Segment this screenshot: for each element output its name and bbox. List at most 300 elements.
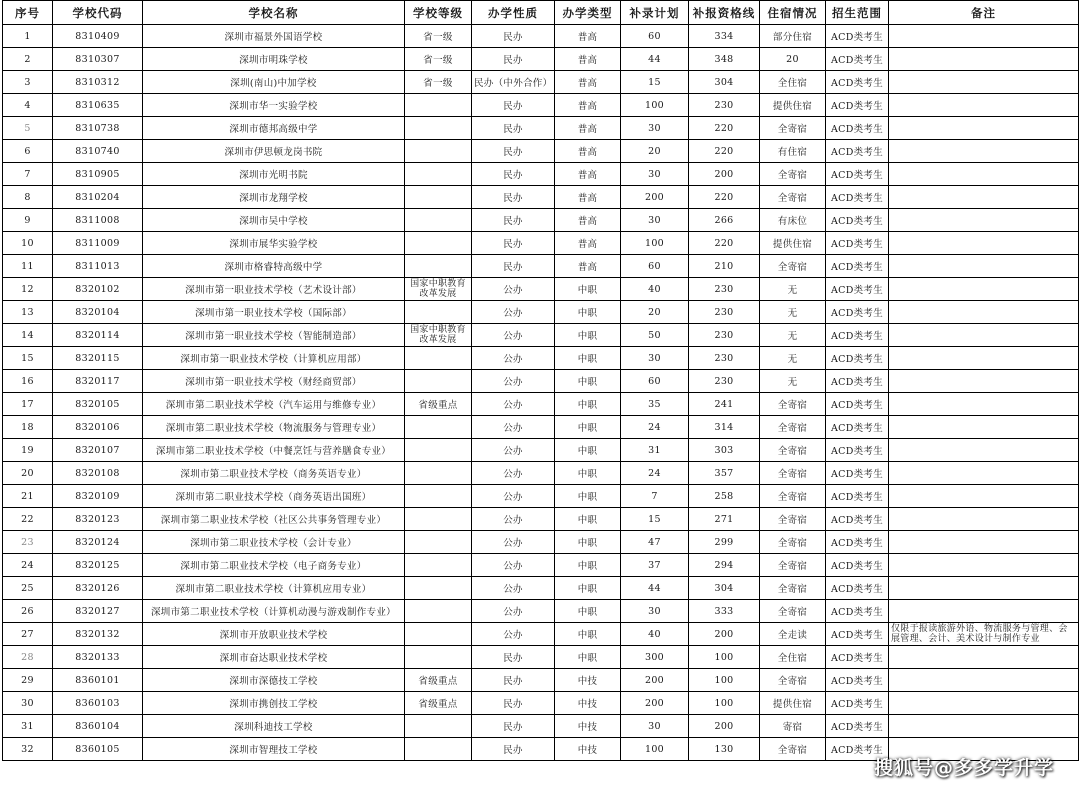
table-row [3, 117, 1079, 140]
cell-plan: 100 [621, 94, 689, 117]
cell-code: 8320115 [53, 347, 143, 370]
cell-nature: 公办 [472, 600, 555, 623]
cell-cutoff: 258 [689, 485, 760, 508]
cell-seq: 3 [3, 71, 53, 94]
cell-level [405, 531, 472, 554]
cell-level: 省级重点 [405, 692, 472, 715]
cell-name: 深圳市第一职业技术学校（计算机应用部） [143, 347, 405, 370]
cell-plan: 100 [621, 738, 689, 761]
cell-scope: ACD类考生 [826, 278, 889, 301]
cell-plan: 20 [621, 301, 689, 324]
cell-dorm: 全走读 [760, 623, 826, 646]
cell-cutoff: 230 [689, 370, 760, 393]
cell-nature: 民办 [472, 94, 555, 117]
cell-nature: 公办 [472, 393, 555, 416]
cell-type: 中职 [555, 485, 621, 508]
cell-type: 普高 [555, 117, 621, 140]
table-row [3, 554, 1079, 577]
cell-plan: 7 [621, 485, 689, 508]
cell-cutoff: 200 [689, 623, 760, 646]
cell-seq: 12 [3, 278, 53, 301]
cell-level [405, 646, 472, 669]
cell-nature: 民办 [472, 25, 555, 48]
cell-level: 省一级 [405, 48, 472, 71]
cell-plan: 200 [621, 692, 689, 715]
cell-dorm: 无 [760, 301, 826, 324]
cell-name: 深圳市第二职业技术学校（电子商务专业） [143, 554, 405, 577]
cell-cutoff: 100 [689, 692, 760, 715]
cell-type: 普高 [555, 48, 621, 71]
cell-dorm: 无 [760, 347, 826, 370]
cell-seq: 17 [3, 393, 53, 416]
cell-seq: 8 [3, 186, 53, 209]
cell-type: 普高 [555, 94, 621, 117]
cell-scope: ACD类考生 [826, 140, 889, 163]
cell-type: 中职 [555, 393, 621, 416]
cell-scope: ACD类考生 [826, 232, 889, 255]
cell-type: 普高 [555, 140, 621, 163]
cell-dorm: 全寄宿 [760, 738, 826, 761]
cell-cutoff: 230 [689, 94, 760, 117]
cell-code: 8320102 [53, 278, 143, 301]
cell-code: 8310204 [53, 186, 143, 209]
cell-scope: ACD类考生 [826, 71, 889, 94]
cell-scope: ACD类考生 [826, 600, 889, 623]
cell-note [889, 278, 1079, 301]
cell-code: 8320104 [53, 301, 143, 324]
cell-note: 仅限于报读旅游外语、物流服务与管理、会展管理、会计、美术设计与制作专业 [889, 623, 1079, 646]
cell-plan: 20 [621, 140, 689, 163]
cell-nature: 民办 [472, 646, 555, 669]
cell-note [889, 508, 1079, 531]
cell-scope: ACD类考生 [826, 577, 889, 600]
cell-scope: ACD类考生 [826, 186, 889, 209]
cell-type: 中职 [555, 577, 621, 600]
cell-note [889, 485, 1079, 508]
cell-type: 中职 [555, 508, 621, 531]
cell-scope: ACD类考生 [826, 324, 889, 347]
cell-type: 中职 [555, 370, 621, 393]
cell-code: 8360105 [53, 738, 143, 761]
cell-name: 深圳市展华实验学校 [143, 232, 405, 255]
cell-plan: 60 [621, 255, 689, 278]
column-header-plan: 补录计划 [621, 1, 689, 25]
cell-dorm: 部分住宿 [760, 25, 826, 48]
cell-dorm: 全寄宿 [760, 531, 826, 554]
cell-code: 8320105 [53, 393, 143, 416]
cell-note [889, 324, 1079, 347]
cell-name: 深圳科迪技工学校 [143, 715, 405, 738]
cell-nature: 公办 [472, 301, 555, 324]
cell-level [405, 508, 472, 531]
cell-dorm: 全寄宿 [760, 600, 826, 623]
cell-nature: 公办 [472, 416, 555, 439]
cell-level: 国家中职教育改革发展 [405, 324, 472, 347]
cell-scope: ACD类考生 [826, 554, 889, 577]
cell-seq: 32 [3, 738, 53, 761]
table-row [3, 278, 1079, 301]
cell-scope: ACD类考生 [826, 738, 889, 761]
cell-dorm: 全寄宿 [760, 186, 826, 209]
cell-type: 中技 [555, 738, 621, 761]
cell-nature: 民办 [472, 738, 555, 761]
cell-plan: 47 [621, 531, 689, 554]
cell-name: 深圳市智理技工学校 [143, 738, 405, 761]
cell-name: 深圳市第一职业技术学校（国际部） [143, 301, 405, 324]
cell-note [889, 232, 1079, 255]
cell-nature: 公办 [472, 324, 555, 347]
cell-cutoff: 299 [689, 531, 760, 554]
cell-scope: ACD类考生 [826, 508, 889, 531]
cell-name: 深圳市第二职业技术学校（商务英语专业） [143, 462, 405, 485]
cell-dorm: 全寄宿 [760, 416, 826, 439]
cell-nature: 公办 [472, 623, 555, 646]
cell-seq: 13 [3, 301, 53, 324]
cell-type: 中职 [555, 416, 621, 439]
cell-plan: 30 [621, 600, 689, 623]
cell-dorm: 寄宿 [760, 715, 826, 738]
cell-code: 8311013 [53, 255, 143, 278]
cell-note [889, 393, 1079, 416]
cell-seq: 29 [3, 669, 53, 692]
cell-note [889, 209, 1079, 232]
cell-plan: 30 [621, 117, 689, 140]
cell-type: 中技 [555, 669, 621, 692]
cell-scope: ACD类考生 [826, 94, 889, 117]
cell-type: 普高 [555, 71, 621, 94]
cell-note [889, 462, 1079, 485]
cell-cutoff: 314 [689, 416, 760, 439]
cell-name: 深圳市第二职业技术学校（中餐烹饪与营养膳食专业） [143, 439, 405, 462]
cell-code: 8320106 [53, 416, 143, 439]
cell-level [405, 600, 472, 623]
cell-scope: ACD类考生 [826, 462, 889, 485]
cell-dorm: 全寄宿 [760, 485, 826, 508]
cell-code: 8320125 [53, 554, 143, 577]
table-row [3, 393, 1079, 416]
cell-name: 深圳市伊思顿龙岗书院 [143, 140, 405, 163]
cell-code: 8320114 [53, 324, 143, 347]
cell-dorm: 全寄宿 [760, 255, 826, 278]
cell-name: 深圳市开放职业技术学校 [143, 623, 405, 646]
cell-cutoff: 304 [689, 577, 760, 600]
cell-seq: 26 [3, 600, 53, 623]
table-row [3, 577, 1079, 600]
cell-name: 深圳市明珠学校 [143, 48, 405, 71]
table-row [3, 508, 1079, 531]
cell-plan: 200 [621, 669, 689, 692]
cell-note [889, 531, 1079, 554]
cell-level [405, 163, 472, 186]
cell-scope: ACD类考生 [826, 301, 889, 324]
cell-nature: 民办（中外合作） [472, 71, 555, 94]
cell-note [889, 646, 1079, 669]
watermark: 搜狐号@多多学升学 [873, 757, 1054, 779]
cell-scope: ACD类考生 [826, 692, 889, 715]
cell-plan: 30 [621, 163, 689, 186]
cell-dorm: 全寄宿 [760, 462, 826, 485]
cell-plan: 24 [621, 462, 689, 485]
cell-code: 8310409 [53, 25, 143, 48]
cell-dorm: 有住宿 [760, 140, 826, 163]
column-header-level: 学校等级 [405, 1, 472, 25]
cell-scope: ACD类考生 [826, 623, 889, 646]
table-row [3, 715, 1079, 738]
cell-code: 8310307 [53, 48, 143, 71]
cell-seq: 18 [3, 416, 53, 439]
cell-name: 深圳市第一职业技术学校（智能制造部） [143, 324, 405, 347]
cell-dorm: 20 [760, 48, 826, 71]
cell-plan: 37 [621, 554, 689, 577]
cell-plan: 200 [621, 186, 689, 209]
cell-level: 省级重点 [405, 669, 472, 692]
cell-nature: 民办 [472, 140, 555, 163]
table-row [3, 600, 1079, 623]
table-row [3, 209, 1079, 232]
cell-type: 中职 [555, 301, 621, 324]
cell-code: 8311009 [53, 232, 143, 255]
cell-level: 省一级 [405, 25, 472, 48]
cell-level [405, 140, 472, 163]
cell-note [889, 554, 1079, 577]
cell-level: 省一级 [405, 71, 472, 94]
cell-name: 深圳市携创技工学校 [143, 692, 405, 715]
cell-nature: 民办 [472, 715, 555, 738]
cell-cutoff: 333 [689, 600, 760, 623]
cell-type: 中职 [555, 600, 621, 623]
table-row [3, 669, 1079, 692]
cell-level [405, 255, 472, 278]
table-row [3, 324, 1079, 347]
cell-seq: 23 [3, 531, 53, 554]
cell-cutoff: 241 [689, 393, 760, 416]
cell-level [405, 485, 472, 508]
cell-scope: ACD类考生 [826, 347, 889, 370]
cell-level [405, 370, 472, 393]
cell-code: 8310312 [53, 71, 143, 94]
cell-level: 省级重点 [405, 393, 472, 416]
cell-name: 深圳市第二职业技术学校（社区公共事务管理专业） [143, 508, 405, 531]
cell-seq: 16 [3, 370, 53, 393]
cell-cutoff: 220 [689, 117, 760, 140]
cell-seq: 30 [3, 692, 53, 715]
cell-note [889, 186, 1079, 209]
cell-code: 8360101 [53, 669, 143, 692]
cell-note [889, 48, 1079, 71]
cell-name: 深圳市第二职业技术学校（会计专业） [143, 531, 405, 554]
cell-plan: 60 [621, 25, 689, 48]
cell-code: 8320127 [53, 600, 143, 623]
cell-cutoff: 271 [689, 508, 760, 531]
cell-note [889, 25, 1079, 48]
cell-scope: ACD类考生 [826, 255, 889, 278]
table-row [3, 255, 1079, 278]
cell-dorm: 全寄宿 [760, 393, 826, 416]
cell-level [405, 577, 472, 600]
cell-code: 8320108 [53, 462, 143, 485]
cell-note [889, 301, 1079, 324]
column-header-dorm: 住宿情况 [760, 1, 826, 25]
cell-cutoff: 334 [689, 25, 760, 48]
cell-dorm: 全寄宿 [760, 163, 826, 186]
table-row [3, 163, 1079, 186]
table-row [3, 140, 1079, 163]
cell-note [889, 370, 1079, 393]
table-row [3, 370, 1079, 393]
cell-code: 8310905 [53, 163, 143, 186]
cell-type: 普高 [555, 25, 621, 48]
cell-cutoff: 200 [689, 163, 760, 186]
cell-dorm: 提供住宿 [760, 232, 826, 255]
cell-plan: 44 [621, 577, 689, 600]
cell-code: 8360103 [53, 692, 143, 715]
column-header-scope: 招生范围 [826, 1, 889, 25]
column-header-cutoff: 补报资格线 [689, 1, 760, 25]
cell-type: 中技 [555, 692, 621, 715]
column-header-nature: 办学性质 [472, 1, 555, 25]
cell-nature: 民办 [472, 232, 555, 255]
cell-level [405, 462, 472, 485]
cell-nature: 公办 [472, 462, 555, 485]
cell-cutoff: 100 [689, 646, 760, 669]
cell-nature: 民办 [472, 186, 555, 209]
cell-cutoff: 304 [689, 71, 760, 94]
cell-level [405, 209, 472, 232]
column-header-seq: 序号 [3, 1, 53, 25]
cell-cutoff: 210 [689, 255, 760, 278]
cell-seq: 14 [3, 324, 53, 347]
cell-type: 普高 [555, 255, 621, 278]
cell-seq: 7 [3, 163, 53, 186]
column-header-type: 办学类型 [555, 1, 621, 25]
cell-scope: ACD类考生 [826, 48, 889, 71]
cell-plan: 40 [621, 623, 689, 646]
cell-name: 深圳市第二职业技术学校（计算机动漫与游戏制作专业） [143, 600, 405, 623]
cell-dorm: 无 [760, 278, 826, 301]
cell-note [889, 94, 1079, 117]
cell-name: 深圳市第一职业技术学校（艺术设计部） [143, 278, 405, 301]
cell-name: 深圳市奋达职业技术学校 [143, 646, 405, 669]
cell-type: 中职 [555, 646, 621, 669]
cell-code: 8320107 [53, 439, 143, 462]
cell-plan: 31 [621, 439, 689, 462]
cell-level [405, 439, 472, 462]
cell-nature: 公办 [472, 554, 555, 577]
cell-plan: 60 [621, 370, 689, 393]
cell-name: 深圳市吴中学校 [143, 209, 405, 232]
cell-seq: 24 [3, 554, 53, 577]
cell-seq: 1 [3, 25, 53, 48]
cell-dorm: 全寄宿 [760, 439, 826, 462]
table-row [3, 531, 1079, 554]
cell-note [889, 347, 1079, 370]
cell-cutoff: 294 [689, 554, 760, 577]
cell-cutoff: 200 [689, 715, 760, 738]
cell-note [889, 577, 1079, 600]
cell-code: 8310738 [53, 117, 143, 140]
cell-type: 中职 [555, 439, 621, 462]
cell-name: 深圳市光明书院 [143, 163, 405, 186]
cell-level [405, 94, 472, 117]
cell-name: 深圳市第二职业技术学校（汽车运用与维修专业） [143, 393, 405, 416]
cell-dorm: 提供住宿 [760, 94, 826, 117]
cell-code: 8320132 [53, 623, 143, 646]
cell-cutoff: 220 [689, 186, 760, 209]
cell-level [405, 715, 472, 738]
cell-level [405, 738, 472, 761]
cell-type: 中职 [555, 462, 621, 485]
cell-cutoff: 220 [689, 232, 760, 255]
cell-nature: 公办 [472, 347, 555, 370]
cell-plan: 24 [621, 416, 689, 439]
cell-note [889, 439, 1079, 462]
table-row [3, 71, 1079, 94]
cell-cutoff: 230 [689, 324, 760, 347]
cell-seq: 10 [3, 232, 53, 255]
cell-type: 中职 [555, 554, 621, 577]
cell-cutoff: 100 [689, 669, 760, 692]
cell-scope: ACD类考生 [826, 669, 889, 692]
cell-name: 深圳市福景外国语学校 [143, 25, 405, 48]
cell-level [405, 554, 472, 577]
cell-nature: 民办 [472, 669, 555, 692]
cell-nature: 公办 [472, 531, 555, 554]
cell-cutoff: 230 [689, 347, 760, 370]
cell-seq: 20 [3, 462, 53, 485]
cell-scope: ACD类考生 [826, 646, 889, 669]
cell-note [889, 600, 1079, 623]
cell-level [405, 347, 472, 370]
cell-code: 8360104 [53, 715, 143, 738]
cell-plan: 30 [621, 347, 689, 370]
cell-dorm: 无 [760, 370, 826, 393]
cell-cutoff: 303 [689, 439, 760, 462]
cell-nature: 公办 [472, 485, 555, 508]
cell-seq: 5 [3, 117, 53, 140]
cell-nature: 民办 [472, 163, 555, 186]
cell-cutoff: 220 [689, 140, 760, 163]
cell-cutoff: 130 [689, 738, 760, 761]
cell-scope: ACD类考生 [826, 439, 889, 462]
table-row [3, 94, 1079, 117]
cell-code: 8320117 [53, 370, 143, 393]
cell-plan: 40 [621, 278, 689, 301]
cell-name: 深圳市深德技工学校 [143, 669, 405, 692]
cell-note [889, 416, 1079, 439]
cell-nature: 公办 [472, 439, 555, 462]
cell-nature: 公办 [472, 278, 555, 301]
cell-seq: 19 [3, 439, 53, 462]
table-row [3, 301, 1079, 324]
cell-scope: ACD类考生 [826, 25, 889, 48]
cell-code: 8320133 [53, 646, 143, 669]
cell-name: 深圳市第二职业技术学校（计算机应用专业） [143, 577, 405, 600]
table-row [3, 25, 1079, 48]
table-row [3, 347, 1079, 370]
admission-table [2, 0, 1079, 761]
cell-note [889, 117, 1079, 140]
cell-cutoff: 348 [689, 48, 760, 71]
cell-code: 8320123 [53, 508, 143, 531]
cell-note [889, 255, 1079, 278]
cell-seq: 25 [3, 577, 53, 600]
cell-seq: 21 [3, 485, 53, 508]
table-row [3, 186, 1079, 209]
cell-dorm: 全寄宿 [760, 577, 826, 600]
cell-name: 深圳市德邦高级中学 [143, 117, 405, 140]
cell-nature: 民办 [472, 48, 555, 71]
cell-scope: ACD类考生 [826, 531, 889, 554]
